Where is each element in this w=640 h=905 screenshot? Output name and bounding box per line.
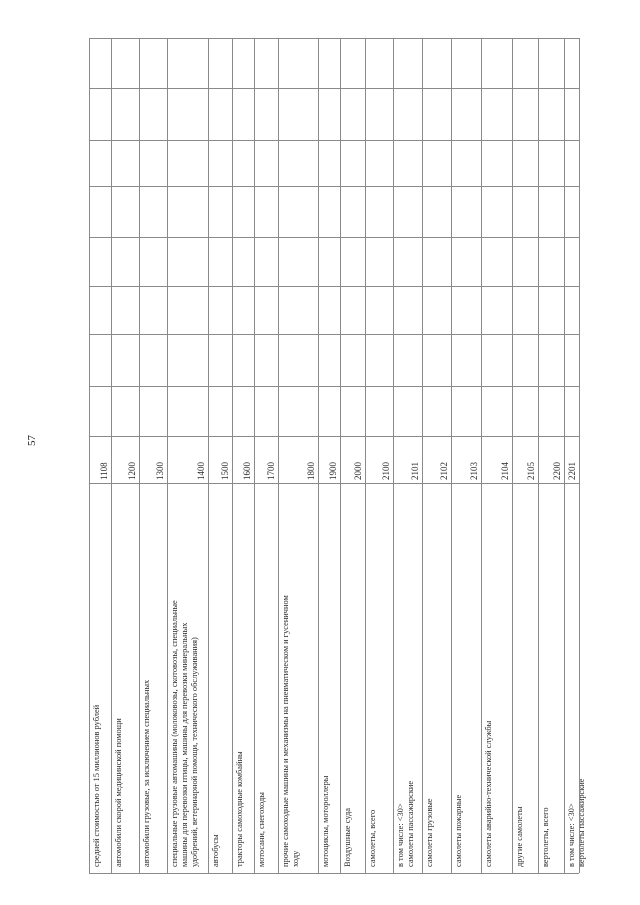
row-divider — [422, 38, 423, 873]
row-divider — [139, 38, 140, 873]
column-divider — [89, 237, 579, 238]
row-label: в том числе: <30> самолеты пассажирские — [396, 780, 415, 867]
column-divider — [89, 436, 579, 437]
row-label: мотоциклы, мотороллеры — [321, 775, 330, 867]
row-label: самолеты, всего — [368, 809, 377, 867]
row-label: в том числе: <30> вертолеты пассажирские — [567, 778, 586, 867]
row-label: средней стоимостью от 15 миллионов рублей — [92, 704, 101, 867]
row-label: тракторы самоходные комбайны — [235, 751, 244, 867]
row-label: мотосани, снегоходы — [257, 792, 266, 867]
row-code: 2200 — [552, 462, 562, 480]
row-divider — [512, 38, 513, 873]
row-divider — [318, 38, 319, 873]
column-divider — [89, 386, 579, 387]
row-code: 1800 — [306, 462, 316, 480]
column-divider — [89, 873, 579, 874]
row-divider — [564, 38, 565, 873]
column-divider — [89, 483, 579, 484]
row-label: самолеты аварийно-технической службы — [484, 720, 493, 867]
row-divider — [254, 38, 255, 873]
column-divider — [89, 186, 579, 187]
row-code: 2105 — [526, 462, 536, 480]
row-divider — [481, 38, 482, 873]
row-divider — [232, 38, 233, 873]
row-divider — [393, 38, 394, 873]
row-code: 1300 — [155, 462, 165, 480]
row-code: 2201 — [567, 462, 577, 480]
row-code: 1500 — [220, 462, 230, 480]
row-divider — [89, 38, 90, 873]
row-label: автобусы — [211, 834, 220, 867]
row-label: автомобили грузовые, за исключением специальных — [142, 679, 151, 867]
vehicle-table — [89, 38, 586, 873]
column-divider — [89, 88, 579, 89]
row-divider — [278, 38, 279, 873]
page-number: 57 — [26, 435, 38, 446]
row-code: 2103 — [469, 462, 479, 480]
row-code: 2100 — [381, 462, 391, 480]
row-label: самолеты грузовые — [425, 798, 434, 867]
row-label: Воздушные суда — [343, 808, 352, 867]
row-divider — [538, 38, 539, 873]
row-divider — [167, 38, 168, 873]
row-code: 2000 — [353, 462, 363, 480]
row-label: самолеты пожарные — [454, 794, 463, 867]
row-code: 1200 — [127, 462, 137, 480]
row-label: прочие самоходные машины и механизмы на пневматическом и гусеничном ходу — [281, 595, 300, 867]
row-divider — [208, 38, 209, 873]
column-divider — [89, 140, 579, 141]
row-label: специальные грузовые автомашины (молоковозы, скотовозы, специальные машины для перевозки птицы, машины для перевозки минеральных удобрений, ветеринарной помощи, технического обслуживания) — [170, 600, 199, 867]
row-label: другие самолеты — [515, 806, 524, 867]
row-divider — [111, 38, 112, 873]
row-code: 1600 — [242, 462, 252, 480]
row-code: 1700 — [266, 462, 276, 480]
column-divider — [89, 38, 579, 39]
row-divider — [340, 38, 341, 873]
row-divider — [365, 38, 366, 873]
column-divider — [89, 286, 579, 287]
row-divider — [451, 38, 452, 873]
row-code: 1108 — [99, 462, 109, 480]
row-label: автомобили скорой медицинской помощи — [114, 718, 123, 867]
row-code: 2104 — [500, 462, 510, 480]
row-code: 2102 — [439, 462, 449, 480]
row-label: вертолеты, всего — [541, 807, 550, 867]
row-code: 1900 — [328, 462, 338, 480]
column-divider — [89, 334, 579, 335]
row-code: 2101 — [410, 462, 420, 480]
row-code: 1400 — [196, 462, 206, 480]
